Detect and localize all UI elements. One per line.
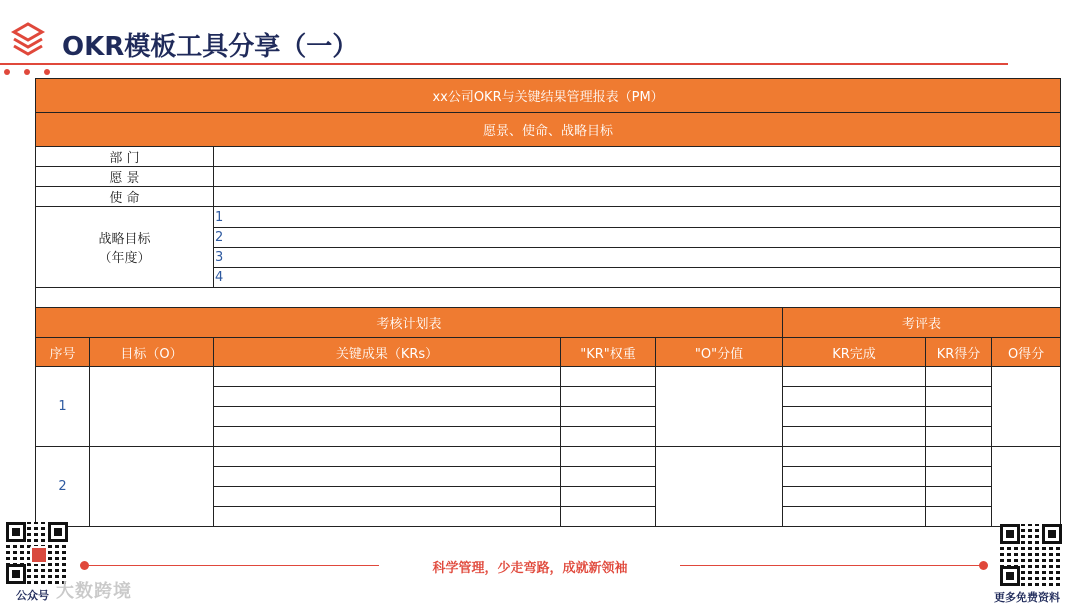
kr-weight-cell[interactable] [561,367,656,387]
kr-weight-cell[interactable] [561,487,656,507]
objective-cell[interactable] [90,447,214,527]
kr-score-cell[interactable] [926,367,992,387]
kr-score-cell[interactable] [926,507,992,527]
kr-done-cell[interactable] [783,507,926,527]
row-number: 2 [36,447,90,527]
kr-cell[interactable] [214,467,561,487]
kr-cell[interactable] [214,507,561,527]
col-kr-weight: "KR"权重 [561,338,656,367]
col-krs: 关键成果（KRs） [214,338,561,367]
strategy-label [36,207,214,288]
o-result-cell[interactable] [992,367,1061,447]
col-kr-done: KR完成 [783,338,926,367]
footer-slogan: 科学管理，少走弯路，成就新领袖 [432,561,628,576]
vision-label: 愿 景 [36,167,214,187]
kr-score-cell[interactable] [926,407,992,427]
footer-dot-right [979,561,988,570]
qr-caption-right: 更多免费资料 [994,591,1060,604]
dept-cell[interactable] [214,147,1061,167]
col-o-result: O得分 [992,338,1061,367]
kr-weight-cell[interactable] [561,507,656,527]
kr-cell[interactable] [214,367,561,387]
kr-cell[interactable] [214,487,561,507]
page-title: OKR模板工具分享（一） [62,32,359,62]
kr-score-cell[interactable] [926,467,992,487]
okr-report-table [35,78,1061,527]
kr-cell[interactable] [214,427,561,447]
kr-done-cell[interactable] [783,447,926,467]
qr-caption-left: 公众号 [16,589,49,602]
title-dots [4,60,64,79]
mission-label: 使 命 [36,187,214,207]
footer-line-right [680,565,980,566]
kr-weight-cell[interactable] [561,407,656,427]
kr-weight-cell[interactable] [561,427,656,447]
kr-done-cell[interactable] [783,427,926,447]
kr-done-cell[interactable] [783,367,926,387]
objective-cell[interactable] [90,367,214,447]
kr-done-cell[interactable] [783,387,926,407]
kr-cell[interactable] [214,447,561,467]
kr-cell[interactable] [214,407,561,427]
o-score-cell[interactable] [656,447,783,527]
strategy-row[interactable]: 4 [214,268,1061,288]
kr-weight-cell[interactable] [561,447,656,467]
strategy-row[interactable]: 1 [214,207,1061,228]
o-result-cell[interactable] [992,447,1061,527]
kr-done-cell[interactable] [783,467,926,487]
mission-cell[interactable] [214,187,1061,207]
kr-weight-cell[interactable] [561,467,656,487]
report-title: xx公司OKR与关键结果管理报表（PM） [36,79,1061,113]
spacer-row [36,288,1061,308]
kr-done-cell[interactable] [783,487,926,507]
footer-line-left [89,565,379,566]
strategy-label-line1: 战略目标 [98,232,151,247]
row-number: 1 [36,367,90,447]
title-divider [0,63,1008,65]
col-o-score: "O"分值 [656,338,783,367]
kr-score-cell[interactable] [926,487,992,507]
eval-section-header: 考评表 [783,308,1061,338]
qr-logo-icon [30,546,48,564]
kr-done-cell[interactable] [783,407,926,427]
strategy-row[interactable]: 2 [214,228,1061,248]
watermark-text: 大数跨境 [56,581,132,602]
kr-cell[interactable] [214,387,561,407]
vision-cell[interactable] [214,167,1061,187]
o-score-cell[interactable] [656,367,783,447]
strategy-row[interactable]: 3 [214,248,1061,268]
col-objective: 目标（O） [90,338,214,367]
qr-code-right [1000,524,1062,586]
brand-logo-icon [10,22,46,56]
col-kr-score: KR得分 [926,338,992,367]
col-seq: 序号 [36,338,90,367]
kr-score-cell[interactable] [926,447,992,467]
dept-label: 部 门 [36,147,214,167]
plan-section-header: 考核计划表 [36,308,783,338]
kr-score-cell[interactable] [926,427,992,447]
vision-section-header: 愿景、使命、战略目标 [36,113,1061,147]
kr-score-cell[interactable] [926,387,992,407]
strategy-label-line2: （年度） [98,251,151,266]
footer-dot-left [80,561,89,570]
kr-weight-cell[interactable] [561,387,656,407]
